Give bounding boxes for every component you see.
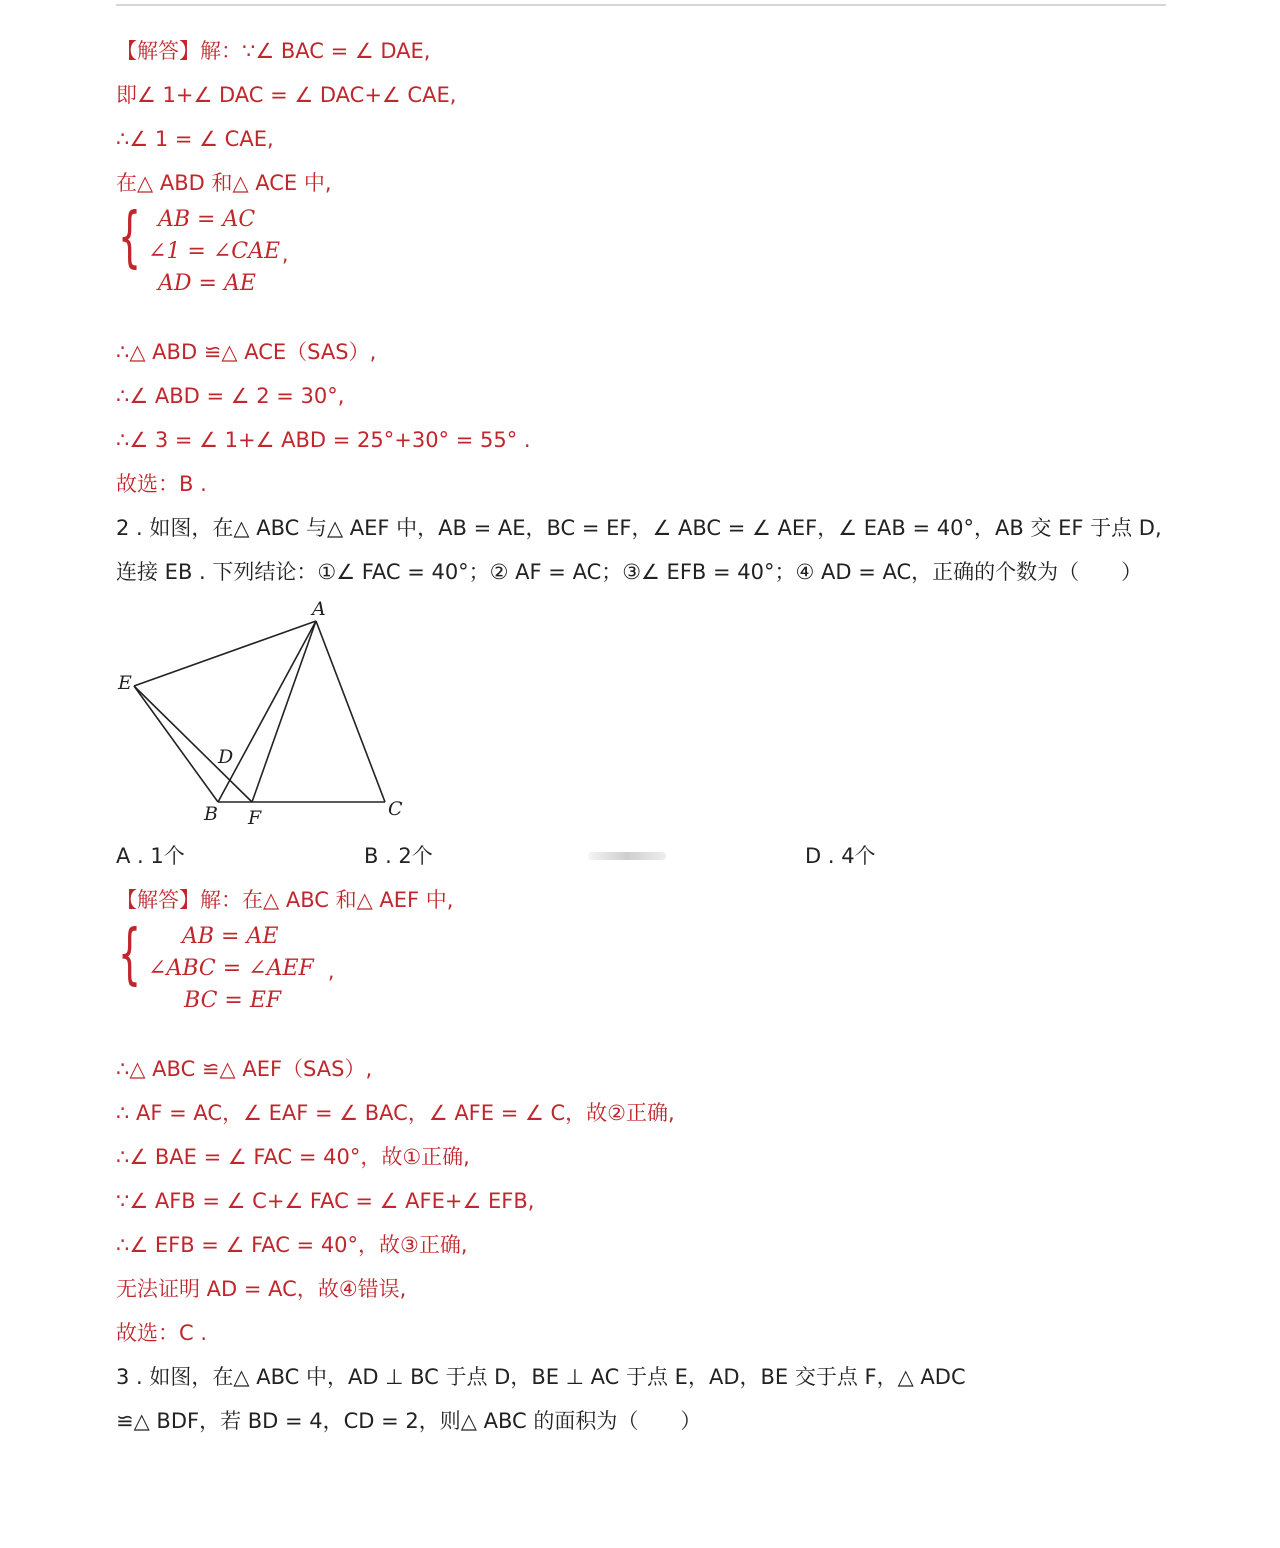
segment-EB bbox=[134, 686, 218, 802]
solution2-line1 bbox=[116, 886, 453, 914]
solution2-line5: ∵∠ AFB = ∠ C+∠ FAC = ∠ AFE+∠ EFB, bbox=[116, 1189, 535, 1213]
solution2-line3: ∴ AF = AC，∠ EAF = ∠ BAC，∠ AFE = ∠ C，故②正确, bbox=[116, 1101, 675, 1125]
label-B: B bbox=[204, 803, 218, 825]
system1-row3: AD = AE bbox=[158, 271, 256, 296]
solution1-line3: ∴∠ 1 = ∠ CAE, bbox=[116, 127, 274, 151]
segment-AC bbox=[316, 621, 385, 802]
segment-EF bbox=[134, 686, 252, 802]
system1-row2: ∠1 = ∠CAE bbox=[148, 239, 281, 264]
answer-heading: 【解答】解： bbox=[116, 39, 242, 63]
top-divider bbox=[116, 4, 1166, 6]
question3-line1: 3 . 如图，在△ ABC 中，AD ⊥ BC 于点 D，BE ⊥ AC 于点 E，AD，BE 交于点 F，△ ADC bbox=[116, 1365, 966, 1389]
triangle-figure bbox=[110, 595, 410, 835]
answer-heading: 【解答】解： bbox=[116, 888, 242, 912]
solution2-line6: ∴∠ EFB = ∠ FAC = 40°，故③正确, bbox=[116, 1233, 468, 1257]
question3-line2: ≌△ BDF，若 BD = 4，CD = 2，则△ ABC 的面积为（ ） bbox=[116, 1409, 702, 1433]
label-E: E bbox=[118, 672, 132, 694]
option-a: A . 1个 bbox=[116, 844, 185, 868]
system1-comma: , bbox=[282, 242, 289, 266]
solution2-line2: ∴△ ABC ≌△ AEF（SAS）, bbox=[116, 1057, 373, 1081]
solution2-line7: 无法证明 AD = AC，故④错误, bbox=[116, 1277, 407, 1301]
system2-row2: ∠ABC = ∠AEF bbox=[148, 956, 314, 981]
obscured-option-c bbox=[588, 852, 666, 860]
option-d: D . 4个 bbox=[805, 844, 876, 868]
label-C: C bbox=[388, 798, 403, 820]
label-A: A bbox=[312, 598, 326, 620]
solution1-line8: 故选：B . bbox=[116, 472, 207, 496]
left-brace: { bbox=[118, 198, 142, 275]
solution2-line4: ∴∠ BAE = ∠ FAC = 40°，故①正确, bbox=[116, 1145, 470, 1169]
solution1-line4: 在△ ABD 和△ ACE 中, bbox=[116, 171, 332, 195]
question2-line1: 2 . 如图，在△ ABC 与△ AEF 中，AB = AE，BC = EF，∠ ABC = ∠ AEF，∠ EAB = 40°，AB 交 EF 于点 D, bbox=[116, 516, 1162, 540]
system2-comma: , bbox=[328, 959, 335, 983]
label-D: D bbox=[218, 746, 234, 768]
segment-AF bbox=[252, 621, 316, 802]
solution1-line2: 即∠ 1+∠ DAC = ∠ DAC+∠ CAE, bbox=[116, 83, 457, 107]
question2-line2: 连接 EB . 下列结论：①∠ FAC = 40°；② AF = AC；③∠ EFB = 40°；④ AD = AC，正确的个数为（ ） bbox=[116, 560, 1143, 584]
solution1-line7: ∴∠ 3 = ∠ 1+∠ ABD = 25°+30° = 55° . bbox=[116, 428, 531, 452]
solution1-text: ∵∠ BAC = ∠ DAE, bbox=[242, 39, 431, 63]
system2-row1: AB = AE bbox=[182, 924, 279, 949]
left-brace: { bbox=[118, 915, 142, 992]
option-b: B . 2个 bbox=[364, 844, 433, 868]
solution2-text: 在△ ABC 和△ AEF 中, bbox=[242, 888, 454, 912]
solution1-line5: ∴△ ABD ≌△ ACE（SAS）, bbox=[116, 340, 377, 364]
solution1-line6: ∴∠ ABD = ∠ 2 = 30°, bbox=[116, 384, 345, 408]
segment-AB bbox=[218, 621, 316, 802]
system1-row1: AB = AC bbox=[158, 207, 256, 232]
solution2-line8: 故选：C . bbox=[116, 1321, 208, 1345]
solution1-line1 bbox=[116, 37, 431, 65]
segment-EA bbox=[134, 621, 316, 686]
system2-row3: BC = EF bbox=[184, 988, 282, 1013]
label-F: F bbox=[248, 807, 262, 829]
